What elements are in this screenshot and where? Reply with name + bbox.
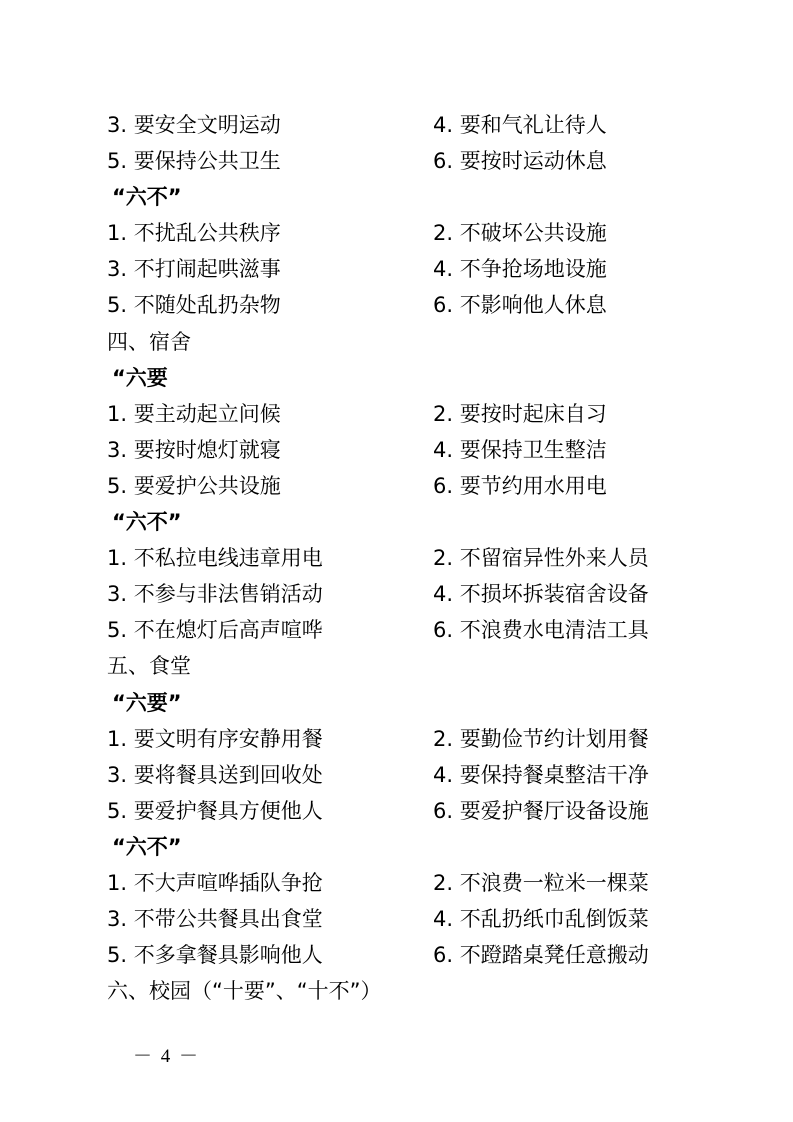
rule-row: [0, 757, 793, 793]
rule-row: [0, 396, 793, 432]
rule-item-left: 3. 不打闹起哄滋事: [107, 257, 281, 282]
rule-row: [0, 612, 793, 648]
rule-item-left: 5. 要爱护餐具方便他人: [107, 798, 323, 823]
rule-item-left: 1. 不私拉电线违章用电: [107, 546, 323, 571]
rule-item-right: 4. 要保持餐桌整洁干净: [433, 762, 649, 787]
rule-row: [0, 251, 793, 287]
rule-item-right: 2. 要勤俭节约计划用餐: [433, 726, 649, 751]
rule-item-left: 5. 要保持公共卫生: [107, 149, 281, 174]
rule-item-right: 6. 不蹬踏桌凳任意搬动: [433, 943, 649, 968]
rule-item-right: 4. 不乱扔纸巾乱倒饭菜: [433, 907, 649, 932]
section-heading: 四、宿舍: [107, 329, 191, 354]
rule-item-left: 1. 要文明有序安静用餐: [107, 726, 323, 751]
rule-item-left: 3. 不带公共餐具出食堂: [107, 907, 323, 932]
rule-item-left: 5. 不随处乱扔杂物: [107, 293, 281, 318]
rule-item-right: 2. 不破坏公共设施: [433, 221, 607, 246]
rule-item-left: 3. 要按时熄灯就寝: [107, 437, 281, 462]
rule-row: [0, 468, 793, 504]
rule-row: [0, 540, 793, 576]
rule-item-left: 1. 要主动起立问候: [107, 401, 281, 426]
rule-item-right: 6. 要按时运动休息: [433, 149, 607, 174]
rule-row: [0, 721, 793, 757]
document-body: [0, 107, 793, 1009]
rule-item-left: 3. 要将餐具送到回收处: [107, 762, 323, 787]
rule-item-right: 4. 不争抢场地设施: [433, 257, 607, 282]
sub-heading: “六不”: [112, 185, 182, 210]
sub-heading: “六不”: [112, 834, 182, 859]
sub-heading-row: [0, 685, 793, 721]
rule-row: [0, 143, 793, 179]
rule-item-left: 3. 要安全文明运动: [107, 113, 281, 137]
rule-item-left: 1. 不扰乱公共秩序: [107, 221, 281, 246]
section-heading-row: [0, 324, 793, 360]
section-heading-row: [0, 648, 793, 684]
rule-row: [0, 901, 793, 937]
rule-row: [0, 937, 793, 973]
rule-row: [0, 432, 793, 468]
rule-item-left: 5. 不多拿餐具影响他人: [107, 943, 323, 968]
sub-heading: “六要: [112, 365, 168, 390]
rule-item-right: 4. 要保持卫生整洁: [433, 437, 607, 462]
rule-row: [0, 287, 793, 323]
rule-row: [0, 107, 793, 143]
rule-item-right: 6. 不影响他人休息: [433, 293, 607, 318]
sub-heading: “六要”: [112, 690, 182, 715]
rule-item-right: 2. 不留宿异性外来人员: [433, 546, 649, 571]
rule-item-left: 1. 不大声喧哗插队争抢: [107, 870, 323, 895]
rule-row: [0, 865, 793, 901]
page-number: － 4 －: [133, 1046, 201, 1067]
rule-item-right: 4. 不损坏拆装宿舍设备: [433, 582, 649, 607]
rule-row: [0, 793, 793, 829]
sub-heading-row: [0, 504, 793, 540]
sub-heading-row: [0, 829, 793, 865]
sub-heading-row: [0, 360, 793, 396]
rule-item-right: 6. 不浪费水电清洁工具: [433, 618, 649, 643]
rule-item-left: 5. 要爱护公共设施: [107, 473, 281, 498]
rule-item-right: 4. 要和气礼让待人: [433, 113, 607, 137]
section-heading: 六、校园（“十要”、“十不”）: [107, 979, 382, 1004]
rule-item-right: 2. 要按时起床自习: [433, 401, 607, 426]
sub-heading-row: [0, 179, 793, 215]
rule-row: [0, 576, 793, 612]
rule-item-left: 5. 不在熄灯后高声喧哗: [107, 618, 323, 643]
sub-heading: “六不”: [112, 510, 182, 535]
rule-item-right: 6. 要节约用水用电: [433, 473, 607, 498]
rule-item-right: 2. 不浪费一粒米一棵菜: [433, 870, 649, 895]
rule-row: [0, 215, 793, 251]
section-heading-row: [0, 973, 793, 1009]
section-heading: 五、食堂: [107, 654, 191, 679]
rule-item-right: 6. 要爱护餐厅设备设施: [433, 798, 649, 823]
rule-item-left: 3. 不参与非法售销活动: [107, 582, 323, 607]
